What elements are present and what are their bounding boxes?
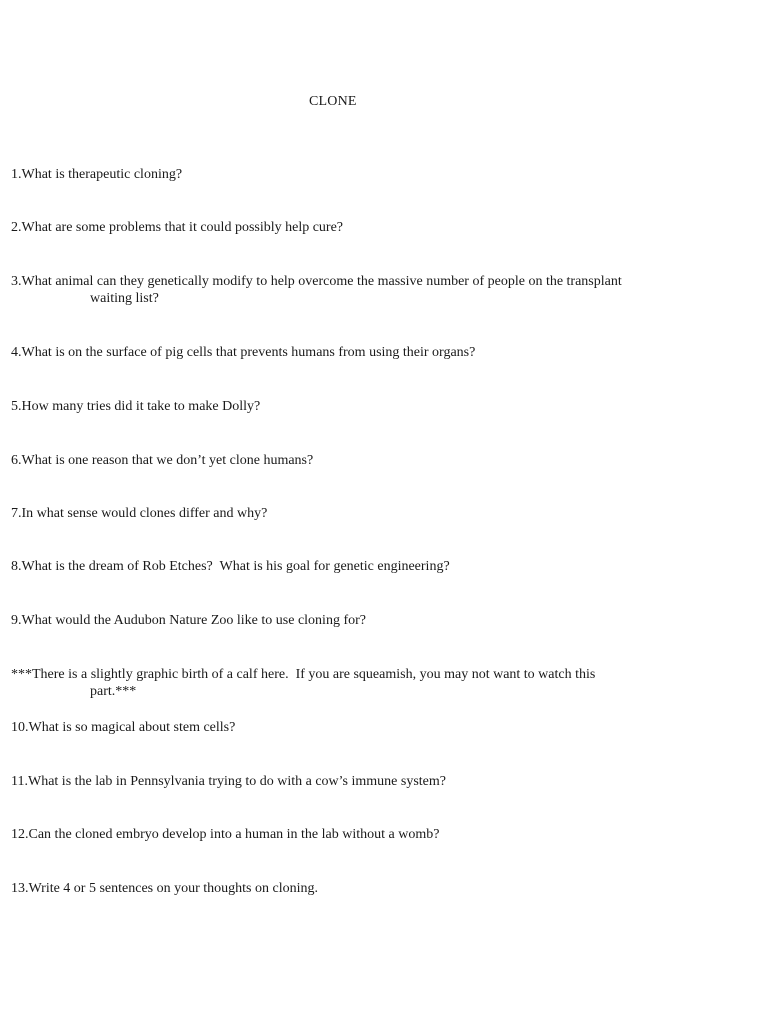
question-7: 7.In what sense would clones differ and why? [11, 506, 268, 521]
warning-note: ***There is a slightly graphic birth of a calf here. If you are squeamish, you may not want to watch this [11, 667, 596, 682]
question-6: 6.What is one reason that we don’t yet clone humans? [11, 453, 314, 468]
question-10: 10.What is so magical about stem cells? [11, 720, 236, 735]
question-13: 13.Write 4 or 5 sentences on your thoughts on cloning. [11, 881, 318, 896]
question-5: 5.How many tries did it take to make Dolly? [11, 399, 261, 414]
question-3: 3.What animal can they genetically modify to help overcome the massive number of people on the transplant [11, 274, 622, 289]
question-8: 8.What is the dream of Rob Etches? What is his goal for genetic engineering? [11, 559, 450, 574]
question-11: 11.What is the lab in Pennsylvania trying to do with a cow’s immune system? [11, 774, 446, 789]
page-title: CLONE [309, 94, 357, 109]
warning-note-continuation: part.*** [90, 684, 137, 699]
question-9: 9.What would the Audubon Nature Zoo like to use cloning for? [11, 613, 366, 628]
question-2: 2.What are some problems that it could possibly help cure? [11, 220, 344, 235]
question-12: 12.Can the cloned embryo develop into a human in the lab without a womb? [11, 827, 440, 842]
question-3-continuation: waiting list? [90, 291, 159, 306]
question-4: 4.What is on the surface of pig cells that prevents humans from using their organs? [11, 345, 476, 360]
question-1: 1.What is therapeutic cloning? [11, 167, 183, 182]
